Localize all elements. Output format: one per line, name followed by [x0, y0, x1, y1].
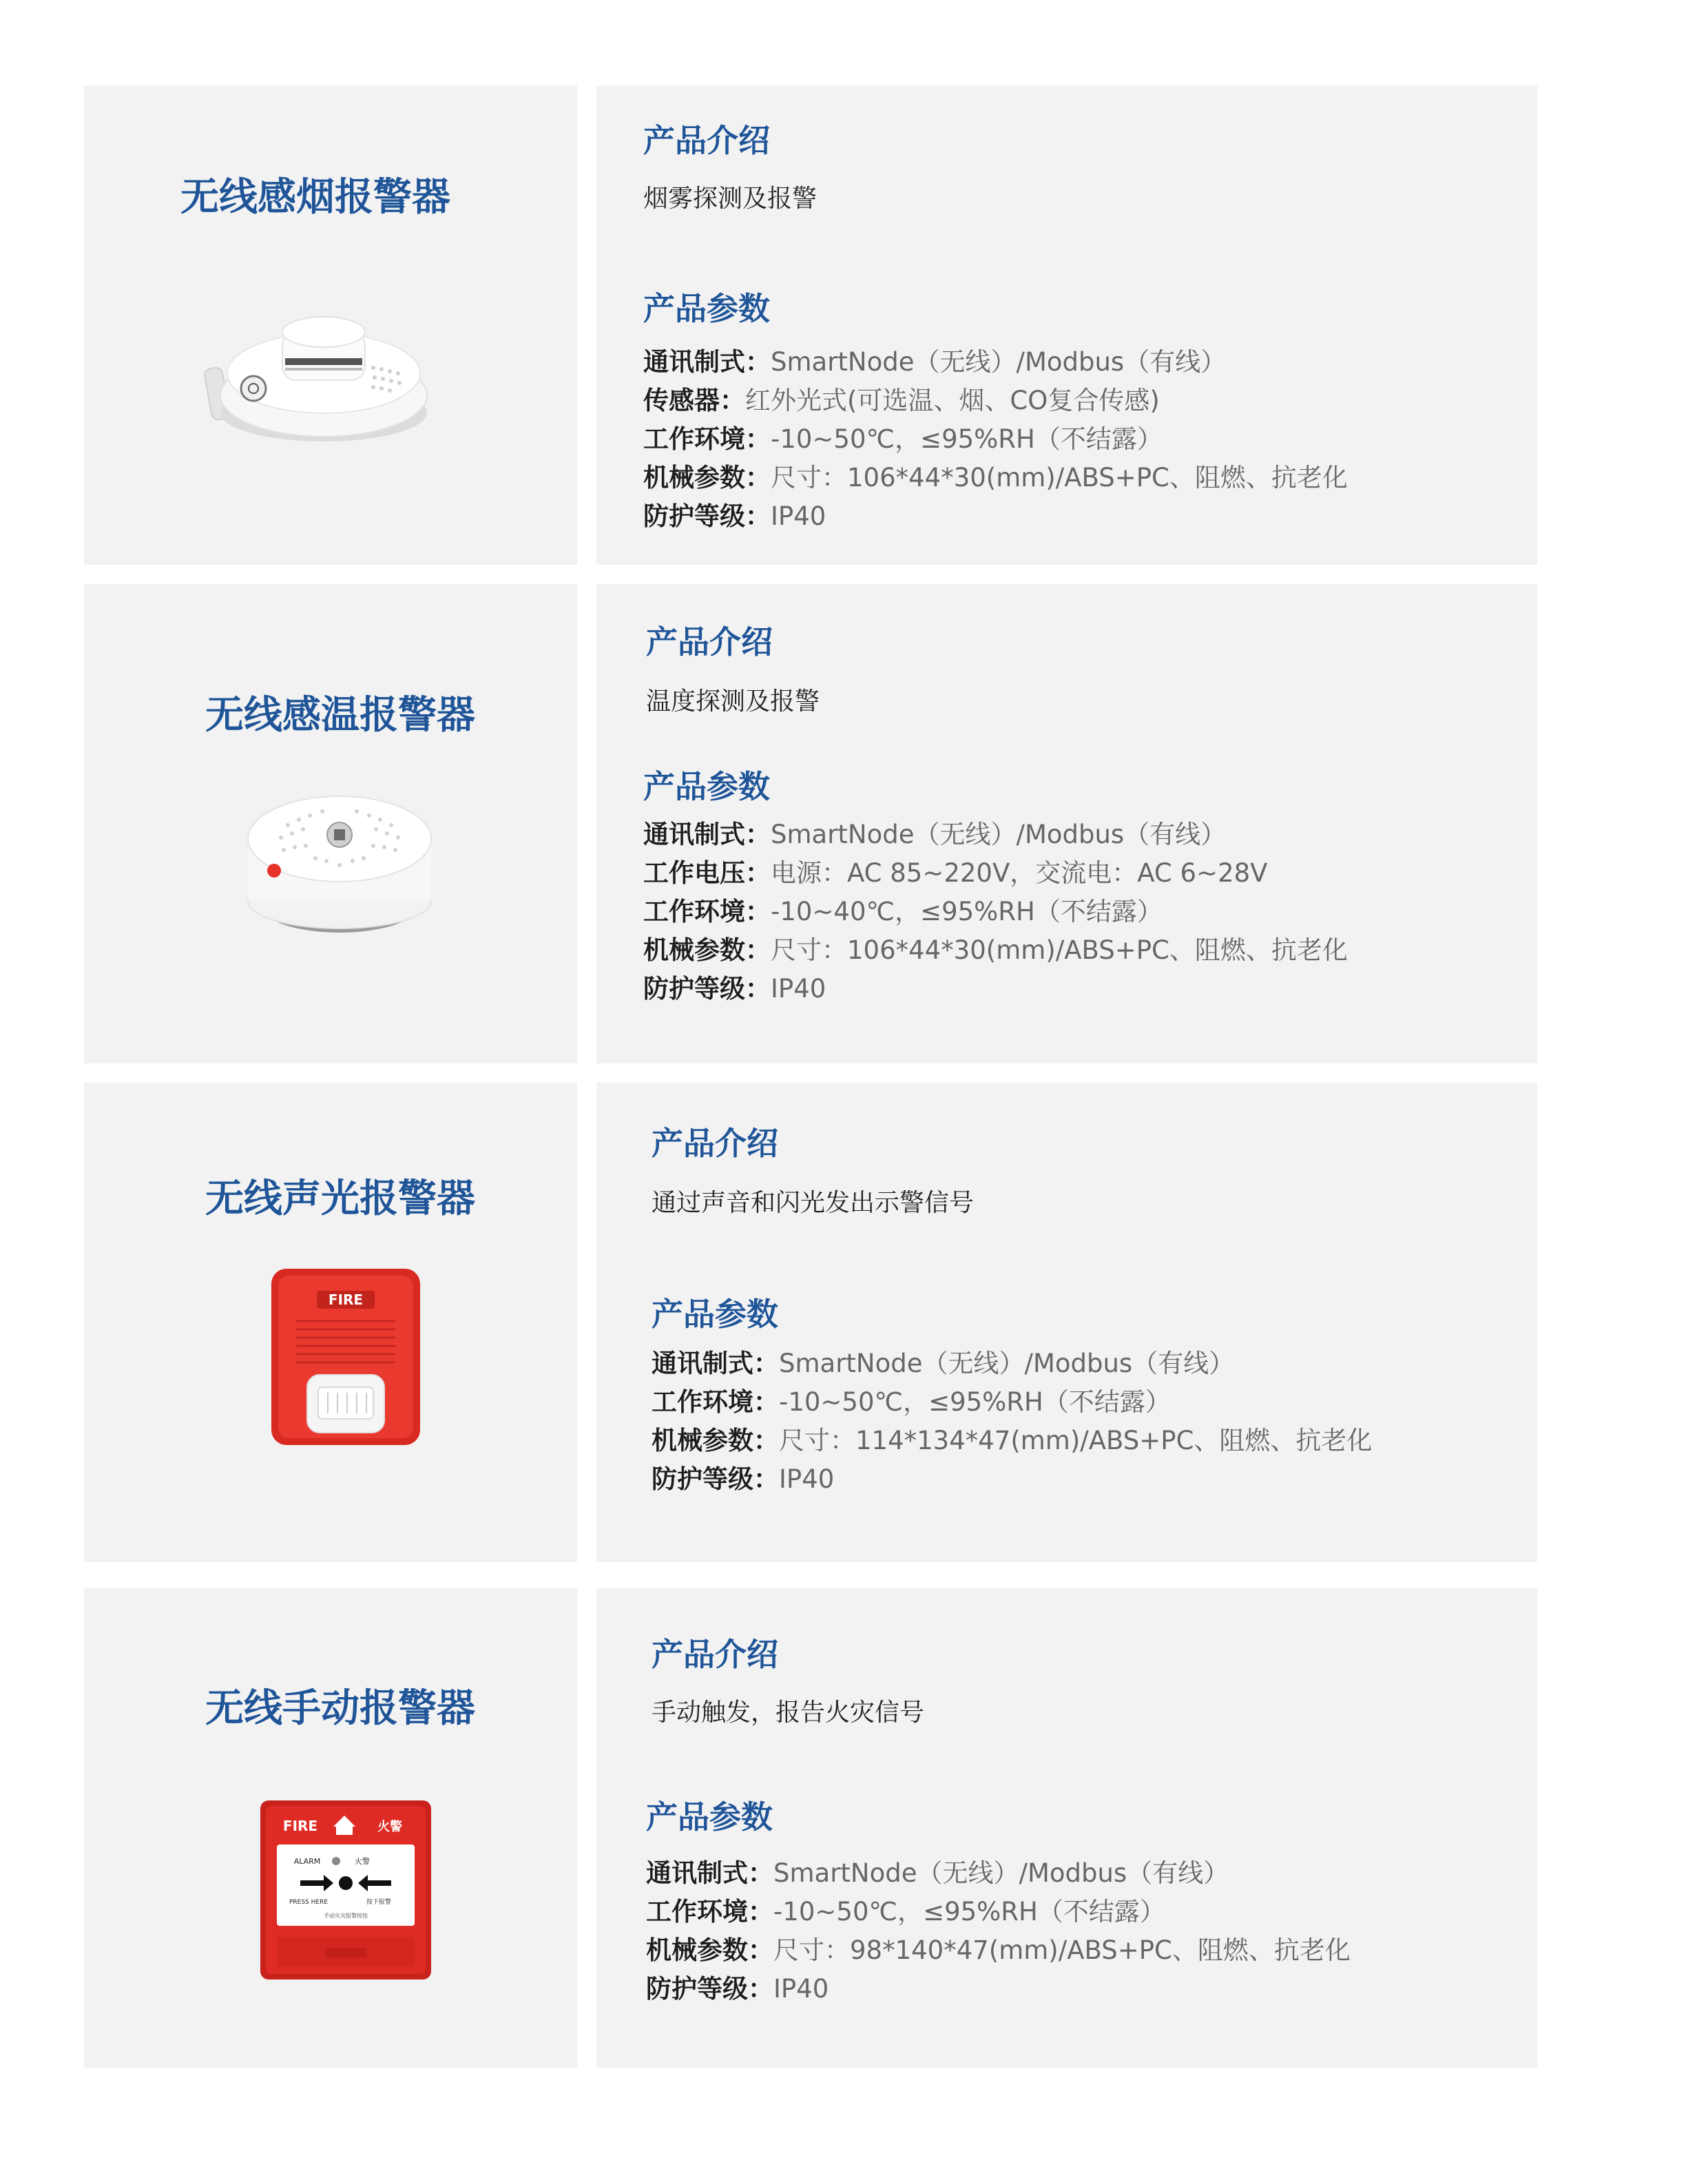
param-row — [643, 970, 1348, 1008]
param-value: -10~50℃，≤95%RH（不结露） — [773, 1897, 1165, 1926]
param-label: 通讯制式： — [652, 1349, 779, 1378]
param-label: 机械参数： — [643, 463, 771, 492]
product-card-manual-info-panel — [596, 1588, 1537, 2068]
press-here-label: PRESS HERE — [289, 1899, 329, 1906]
param-label: 工作环境： — [643, 897, 771, 926]
param-row — [643, 893, 1348, 931]
param-label: 工作电压： — [643, 858, 771, 888]
device-caption: 手动火灾报警按钮 — [324, 1913, 368, 1919]
product-title: 无线手动报警器 — [205, 1686, 475, 1731]
param-label: 通讯制式： — [643, 347, 771, 377]
intro-heading: 产品介绍 — [646, 623, 773, 661]
param-value: 尺寸：106*44*30(mm)/ABS+PC、阻燃、抗老化 — [771, 463, 1348, 492]
manual-call-point-icon — [259, 1799, 433, 1981]
param-label: 通讯制式： — [643, 820, 771, 849]
param-value: -10~50℃，≤95%RH（不结露） — [779, 1387, 1171, 1417]
params-list — [652, 1344, 1372, 1499]
param-row — [646, 1854, 1351, 1893]
product-card-sound-light-image-panel — [84, 1083, 577, 1562]
param-value: IP40 — [773, 1974, 829, 2004]
params-heading: 产品参数 — [643, 768, 770, 805]
param-value: SmartNode（无线）/Modbus（有线） — [773, 1858, 1229, 1888]
product-title: 无线感烟报警器 — [180, 175, 450, 220]
param-row — [652, 1460, 1372, 1499]
param-label: 防护等级： — [643, 501, 771, 531]
sound-light-alarm-icon — [269, 1266, 423, 1448]
param-row — [652, 1422, 1372, 1460]
param-label: 通讯制式： — [646, 1858, 773, 1888]
param-label: 工作环境： — [646, 1897, 773, 1926]
product-card-smoke-info-panel — [596, 85, 1537, 565]
param-value: 尺寸：114*134*47(mm)/ABS+PC、阻燃、抗老化 — [779, 1426, 1373, 1455]
press-cn-label: 按下报警 — [366, 1899, 392, 1906]
param-value: 尺寸：106*44*30(mm)/ABS+PC、阻燃、抗老化 — [771, 935, 1348, 965]
param-value: IP40 — [779, 1464, 835, 1494]
intro-heading: 产品介绍 — [652, 1125, 778, 1162]
param-label: 机械参数： — [646, 1935, 773, 1965]
param-label: 防护等级： — [643, 974, 771, 1004]
intro-heading: 产品介绍 — [643, 122, 770, 159]
intro-text: 通过声音和闪光发出示警信号 — [652, 1189, 975, 1217]
params-list — [646, 1854, 1351, 2008]
param-value: SmartNode（无线）/Modbus（有线） — [771, 820, 1227, 849]
product-card-heat-info-panel — [596, 584, 1537, 1063]
param-row — [652, 1344, 1372, 1383]
intro-text: 手动触发，报告火灾信号 — [652, 1699, 925, 1727]
param-label: 传感器： — [643, 386, 745, 415]
param-label: 防护等级： — [646, 1974, 773, 2004]
product-title: 无线感温报警器 — [205, 693, 475, 738]
params-list — [643, 816, 1348, 1008]
param-row — [643, 459, 1348, 497]
param-row — [646, 1931, 1351, 1970]
product-title: 无线声光报警器 — [205, 1176, 475, 1221]
alarm-cn-label: 火警 — [355, 1857, 370, 1866]
smoke-detector-icon — [201, 292, 435, 450]
param-value: -10~50℃，≤95%RH（不结露） — [771, 424, 1163, 454]
param-row — [652, 1383, 1372, 1422]
intro-text: 温度探测及报警 — [646, 687, 820, 716]
fire-cn-label: 火警 — [377, 1820, 402, 1834]
heat-detector-icon — [240, 784, 439, 942]
param-row — [643, 382, 1348, 420]
params-heading: 产品参数 — [652, 1296, 778, 1333]
param-label: 工作环境： — [643, 424, 771, 454]
param-value: SmartNode（无线）/Modbus（有线） — [779, 1349, 1235, 1378]
params-list — [643, 343, 1348, 536]
params-heading: 产品参数 — [643, 290, 770, 327]
param-row — [643, 854, 1348, 893]
param-value: 尺寸：98*140*47(mm)/ABS+PC、阻燃、抗老化 — [773, 1935, 1351, 1965]
param-row — [646, 1970, 1351, 2008]
param-row — [643, 931, 1348, 970]
alarm-label: ALARM — [293, 1857, 321, 1866]
intro-text: 烟雾探测及报警 — [643, 185, 817, 213]
fire-label: FIRE — [282, 1818, 318, 1834]
param-value: IP40 — [771, 501, 826, 531]
param-value: IP40 — [771, 974, 826, 1004]
param-value: SmartNode（无线）/Modbus（有线） — [771, 347, 1227, 377]
product-card-sound-light-info-panel — [596, 1083, 1537, 1562]
product-card-manual-image-panel — [84, 1588, 577, 2068]
param-value: 红外光式(可选温、烟、CO复合传感) — [745, 386, 1160, 415]
product-card-smoke-image-panel — [84, 85, 577, 565]
intro-heading: 产品介绍 — [652, 1636, 778, 1673]
param-row — [643, 343, 1348, 382]
fire-label: FIRE — [328, 1291, 364, 1308]
param-label: 工作环境： — [652, 1387, 779, 1417]
param-row — [643, 816, 1348, 854]
param-value: -10~40℃，≤95%RH（不结露） — [771, 897, 1163, 926]
params-heading: 产品参数 — [646, 1798, 773, 1836]
param-row — [643, 497, 1348, 536]
param-value: 电源：AC 85~220V，交流电：AC 6~28V — [771, 858, 1268, 888]
product-card-heat-image-panel — [84, 584, 577, 1063]
param-row — [643, 420, 1348, 459]
param-label: 机械参数： — [643, 935, 771, 965]
param-row — [646, 1893, 1351, 1931]
param-label: 机械参数： — [652, 1426, 779, 1455]
param-label: 防护等级： — [652, 1464, 779, 1494]
